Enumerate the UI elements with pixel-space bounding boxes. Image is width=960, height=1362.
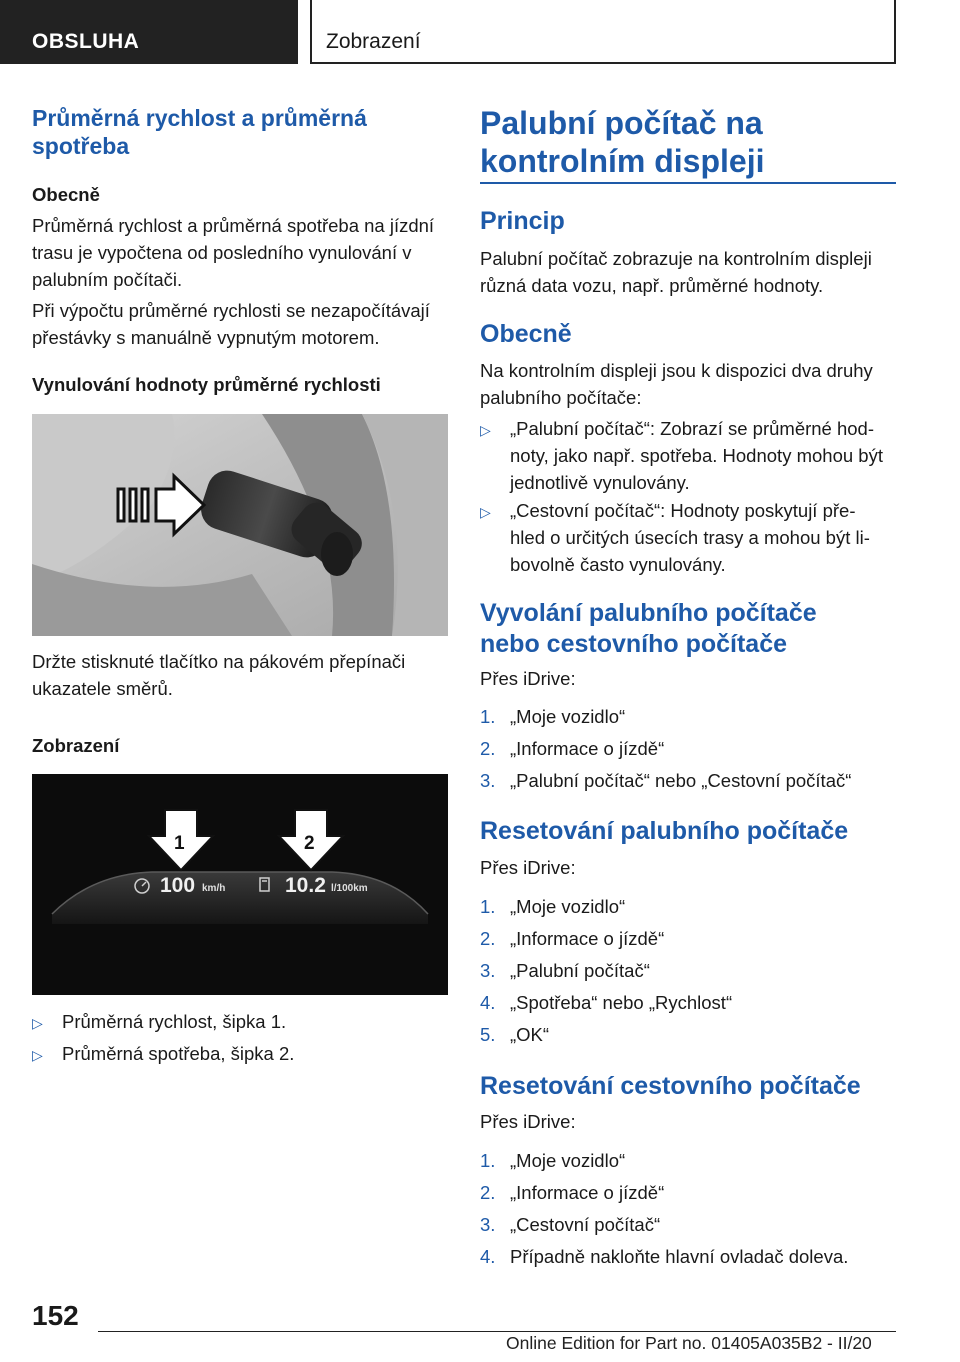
speed-unit: km/h (202, 883, 226, 894)
consumption-unit: l/100km (331, 883, 368, 894)
left-general-paragraph-2: Při výpočtu průměrné rychlosti se nezapočítávají přestávky s manuálně vypnutým motorem. (32, 300, 430, 348)
bullet-marker: ▷ (480, 422, 491, 438)
principle-heading: Princip (480, 207, 565, 235)
general-text: Na kontrolním displeji jsou k dispozici dva druhy palubního počítače: (480, 360, 873, 408)
arrow-2-label: 2 (304, 833, 315, 854)
left-general-heading: Obecně (32, 184, 100, 205)
section-title: OBSLUHA (32, 30, 140, 53)
footer-edition: Online Edition for Part no. 01405A035B2 - II/20 (506, 1333, 872, 1353)
general-heading: Obecně (480, 320, 572, 348)
section-tab (0, 0, 298, 64)
arrow-1-label: 1 (174, 833, 185, 854)
bullet-marker: ▷ (32, 1015, 43, 1031)
reset-caption: Držte stisknuté tlačítko na pákovém přepínači ukazatele směrů. (32, 651, 406, 699)
speed-value: 100 (160, 874, 196, 897)
right-title: Palubní počítač na kontrolním displeji (480, 105, 765, 179)
reset-trip-heading: Resetování cestovního počítače (480, 1072, 861, 1100)
display-heading: Zobrazení (32, 735, 120, 756)
reset-onboard-intro: Přes iDrive: (480, 857, 576, 878)
bullet-marker: ▷ (32, 1047, 43, 1063)
reset-onboard-heading: Resetování palubního počítače (480, 817, 849, 845)
left-general-paragraph-1: Průměrná rychlost a průměrná spotřeba na jízdní trasu je vypočtena od posledního vynulování v palubním počítači. (32, 215, 435, 290)
chapter-tab (310, 0, 896, 64)
call-intro: Přes iDrive: (480, 668, 576, 689)
call-heading: Vyvolání palubního počítače nebo cestovního počítače (480, 599, 817, 658)
principle-text: Palubní počítač zobrazuje na kontrolním displeji různá data vozu, např. průměrné hodnoty. (480, 248, 872, 296)
bullet-marker: ▷ (480, 504, 491, 520)
title-divider (480, 182, 896, 184)
footer-divider (98, 1331, 896, 1332)
consumption-value: 10.2 (285, 874, 326, 897)
cluster-display-image (32, 774, 448, 995)
turn-signal-lever-image (32, 414, 448, 636)
reset-speed-heading: Vynulování hodnoty průměrné rychlosti (32, 374, 381, 395)
chapter-title: Zobrazení (326, 30, 421, 53)
left-title: Průměrná rychlost a průměrná spotřeba (32, 105, 367, 159)
page-number: 152 (32, 1300, 79, 1331)
reset-trip-intro: Přes iDrive: (480, 1111, 576, 1132)
